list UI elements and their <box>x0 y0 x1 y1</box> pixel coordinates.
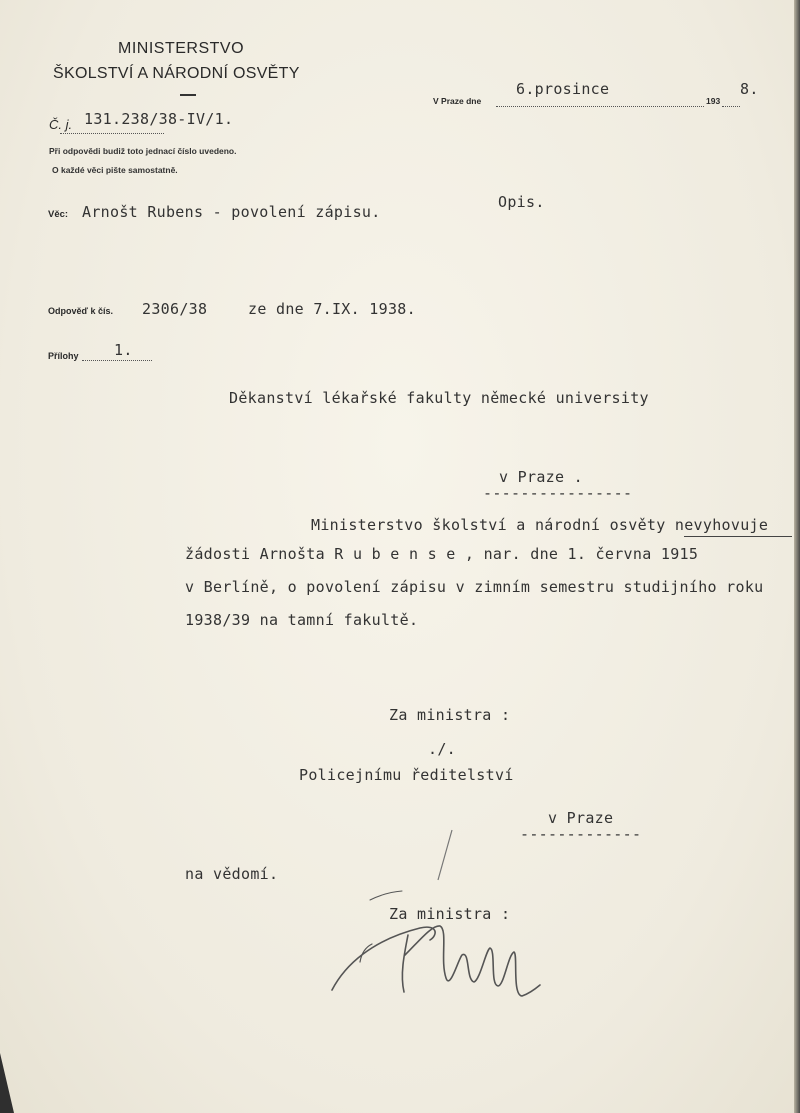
signature-placeholder-mark: ./. <box>428 740 456 758</box>
reply-label: Odpověď k čís. <box>48 306 113 316</box>
handwritten-signature <box>332 891 540 996</box>
attachments-value: 1. <box>114 341 133 359</box>
closing-for-minister: Za ministra : <box>389 706 511 724</box>
copy-mark: Opis. <box>498 193 545 211</box>
copy-recipient-city: v Praze <box>548 809 614 827</box>
ministry-line-2: ŠKOLSTVÍ A NÁRODNÍ OSVĚTY <box>53 65 300 82</box>
copy-recipient: Policejnímu ředitelství <box>299 766 514 784</box>
ministry-line-1: MINISTERSTVO <box>118 40 245 57</box>
ref-number-text: 131.238/38-IV/1. <box>84 110 234 128</box>
body-line-1: Ministerstvo školství a národní osvěty nevyhovuje <box>311 516 769 534</box>
recipient-line: Děkanství lékařské fakulty německé university <box>229 389 649 407</box>
body-line-3: v Berlíně, o povolení zápisu v zimním semestru studijního roku <box>185 578 764 596</box>
closing-for-minister-2: Za ministra : <box>389 905 511 923</box>
for-information-note: na vědomí. <box>185 865 279 883</box>
date-year-prefix: 193 <box>706 96 721 106</box>
subject-text: Arnošt Rubens - povolení zápisu. <box>82 203 381 221</box>
reply-date: ze dne 7.IX. 1938. <box>248 300 416 318</box>
body-line-2: žádosti Arnošta R u b e n s e , nar. dne 1. června 1915 <box>185 545 699 563</box>
date-day-month: 6.prosince <box>516 80 610 98</box>
ref-prefix: Č. j. <box>49 117 73 132</box>
date-year-digit: 8. <box>740 80 759 98</box>
pencil-stroke <box>438 830 452 880</box>
subject-label: Věc: <box>48 209 69 220</box>
recipient-underline: ---------------- <box>483 484 633 502</box>
date-place-label: V Praze dne <box>433 96 482 106</box>
attachments-label: Přílohy <box>48 351 79 361</box>
body-line-4: 1938/39 na tamní fakultě. <box>185 611 419 629</box>
recipient-city: v Praze . <box>499 468 583 486</box>
separate-matter-note: O každé věci pište samostatně. <box>52 165 178 175</box>
copy-recipient-underline: ------------- <box>520 825 642 843</box>
reply-note: Při odpovědi budiž toto jednací číslo uvedeno. <box>49 146 237 156</box>
reply-number: 2306/38 <box>142 300 208 318</box>
